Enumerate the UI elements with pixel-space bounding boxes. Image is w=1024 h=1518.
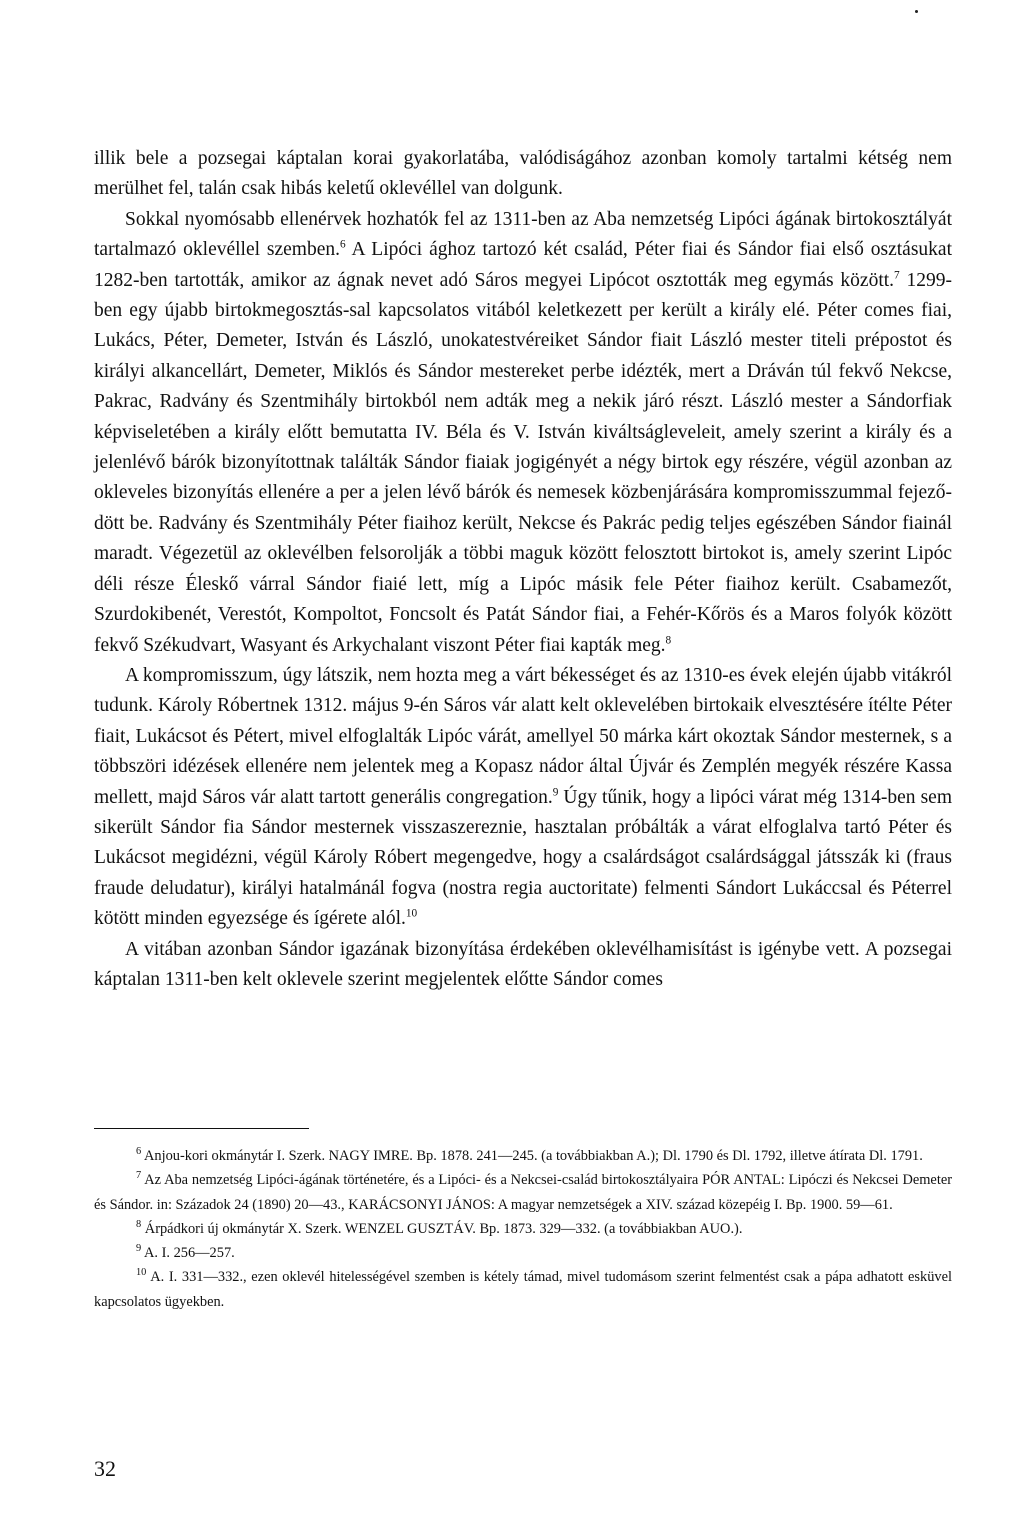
- footnote-7: [94, 1168, 952, 1217]
- footnote-number: 6: [136, 1146, 142, 1158]
- p2-text-a: Sokkal nyomósabb ellenérvek hozhatók fel az 1311-ben az Aba nemzetség Lipóci ágának birtokosztályát tartalmazó oklevéllel szemben.: [94, 208, 952, 261]
- footnote-ref-9[interactable]: 9: [552, 786, 559, 799]
- p3-text-b: Úgy tűnik, hogy a lipóci várat még 1314-ben sem sikerült Sándor fia Sándor mesternek visszaszereznie, hasztalan próbálták a várat elfoglalva tartó Péter és Lukácsot megidézni, végül Károly Róbert megengedve, hogy a csalárdságot csalárdsággal játsszák ki (fraus fraude deludatur), királyi hatalmánál fogva (nostra regia auctoritate) felmenti Sándort Lukáccsal és Péterrel kötött minden egyezsége és ígérete alól.: [94, 786, 952, 930]
- footnote-9: [94, 1241, 952, 1265]
- footnote-text: Anjou-kori okmánytár I. Szerk. NAGY IMRE. Bp. 1878. 241—245. (a továbbiakban A.); Dl. 1790 és Dl. 1792, illetve átírata Dl. 1791.: [144, 1148, 923, 1164]
- print-speck: [915, 10, 918, 13]
- footnote-number: 10: [136, 1267, 147, 1279]
- footnote-text: A. I. 256—257.: [144, 1245, 235, 1262]
- paragraph-4: [94, 935, 952, 996]
- footnote-number: 9: [136, 1243, 142, 1255]
- footnote-text: Árpádkori új okmánytár X. Szerk. WENZEL GUSZTÁV. Bp. 1873. 329—332. (a továbbiakban AUO.).: [144, 1220, 743, 1237]
- p3-text-a: A kompromisszum, úgy látszik, nem hozta meg a várt békességet és az 1310-es évek elején újabb vitákról tudunk. Károly Róbertnek 1312. május 9-én Sáros vár alatt kelt oklevelében birtokaik elvesztésére ítélte Péter fiait, Lukácsot és Pétert, mivel elfoglalták Lipóc várát, amellyel 50 márka kárt okoztak Sándor mesternek, s a többszöri idézések ellenére nem jelentek meg a Kopasz nádor által Újvár és Zemplén megyék részére Kassa mellett, majd Sáros vár alatt tartott generális congregation.: [94, 664, 952, 808]
- footnote-10: [94, 1265, 952, 1314]
- footnote-8: [94, 1217, 952, 1241]
- footnotes: [94, 1144, 952, 1314]
- paragraph-2: [94, 205, 952, 661]
- p2-text-b: A Lipóci ághoz tartozó két család, Péter fiai és Sándor fiai első osztásukat 1282-ben tartották, amikor az ágnak nevet adó Sáros megyei Lipócot osztották meg egymás között.: [94, 239, 952, 291]
- footnote-ref-7[interactable]: 7: [894, 269, 900, 282]
- footnote-divider: [94, 1128, 309, 1129]
- footnote-ref-6[interactable]: 6: [340, 238, 346, 251]
- p2-text-c: 1299-ben egy újabb birtokmegosztás-sal kapcsolatos vitából keletkezett per került a király elé. Péter comes fiai, Lukács, Péter, Demeter, István és László, unokatestvéreiket Sándor fiait László mester titeli prépostot és királyi alkancellárt, Demeter, Miklós és Sándor mestereket perbe idézték, mert a Dráván túl fekvő Nekcse, Pakrac, Radvány és Szentmihály birtokból nem adták meg a nekik járó részt. László mester a Sándorfiak képviseletében a király előtt bemutatta IV. Béla és V. István kiváltságleveleit, amely szerint a király és a jelenlévő bárók bizonyítottnak találták Sándor fiaiak jogigényét a négy birtok egy részére, végül azonban az okleveles bizonyítás ellenére a per a jelen lévő bárók és nemesek közbenjárására kompromisszummal fejező-dött be. Radvány és Szentmihály Péter fiaihoz került, Nekcse és Pakrác pedig teljes egészében Sándor fiainál maradt. Végezetül az oklevélben felsorolják a többi maguk között felosztott birtokot is, amely szerint Lipóc déli része Éleskő várral Sándor fiaié lett, míg a Lipóc másik fele Péter fiaihoz került. Csabamezőt, Szurdokibenét, Verestót, Kompoltot, Foncsolt és Patát Sándor fiai, a Fehér-Kőrös és a Maros folyók között fekvő Székudvart, Wasyant és Arkychalant viszont Péter fiai kapták meg.: [94, 269, 952, 656]
- footnote-number: 7: [136, 1170, 142, 1182]
- footnote-6: [94, 1144, 952, 1168]
- page-number: 32: [94, 1456, 116, 1481]
- body-text: [94, 144, 952, 995]
- paragraph-1: [94, 144, 952, 205]
- p1-text: illik bele a pozsegai káptalan korai gyakorlatába, valódiságához azonban komoly tartalmi kétség nem merülhet fel, talán csak hibás keletű oklevéllel van dolgunk.: [94, 148, 952, 200]
- p4-text: A vitában azonban Sándor igazának bizonyítása érdekében oklevélhamisítást is igénybe vett. A pozsegai káptalan 1311-ben kelt oklevele szerint megjelentek előtte Sándor comes: [94, 938, 952, 990]
- paragraph-3: [94, 661, 952, 935]
- footnote-number: 8: [136, 1219, 142, 1231]
- footnote-ref-10[interactable]: 10: [405, 907, 418, 920]
- footnote-text: A. I. 331—332., ezen oklevél hitelességével szemben is kétely támad, mivel tudomásom szerint felmentést csak a pápa adhatott esküvel kapcsolatos ügyekben.: [94, 1269, 952, 1310]
- footnote-text: Az Aba nemzetség Lipóci-ágának történetére, és a Lipóci- és a Nekcsei-család birtokosztályaira PÓR ANTAL: Lipóczi és Nekcsei Demeter és Sándor. in: Századok 24 (1890) 20—43., KARÁCSONYI JÁNOS: A magyar nemzetségek a XIV. század közepéig I. Bp. 1900. 59—61.: [94, 1172, 953, 1213]
- footnote-ref-8[interactable]: 8: [665, 634, 672, 646]
